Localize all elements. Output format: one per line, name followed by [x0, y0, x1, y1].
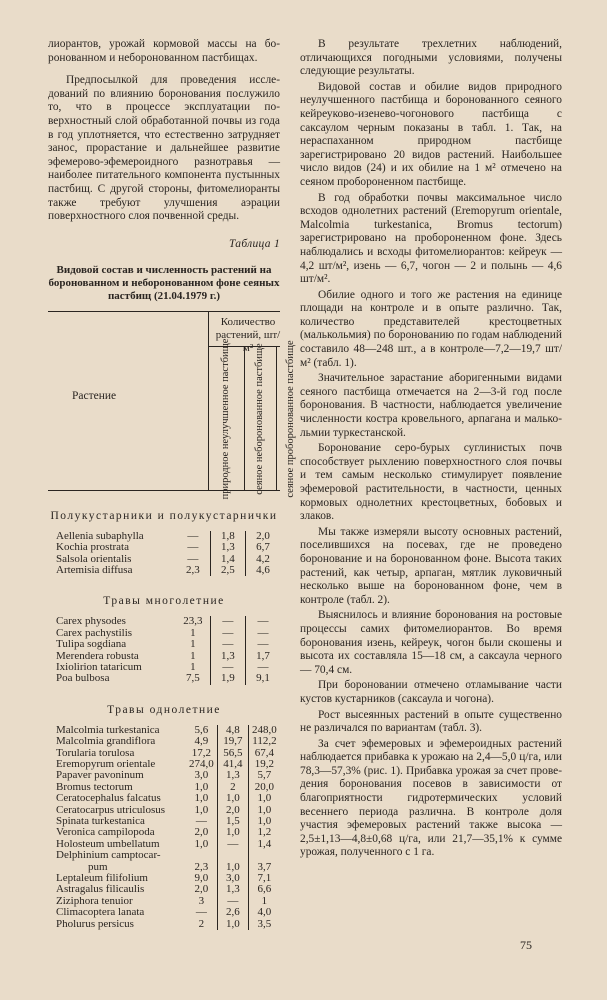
cell-c1: 2 — [198, 917, 205, 930]
plant-name: Torularia torulosa — [56, 746, 135, 759]
page-number: 75 — [520, 938, 532, 952]
right-paragraph-10: Рост высеянных растений в опыте существенно не различался по вариантам (табл. 3). — [300, 708, 562, 735]
plant-name: Kochia prostrata — [56, 541, 129, 554]
cell-c1: — — [195, 815, 207, 828]
plant-name: Tulipa sogdiana — [56, 638, 127, 651]
cell-c1: 2,0 — [194, 883, 209, 896]
cell-c1: 2,0 — [194, 826, 209, 839]
right-paragraph-6: Боронование серо-бурых суглинистых почв способствует рыхлению поверхностного слоя почвы и тем самым несколько стимулирует появление эфемеровой растительности, в частности, ценных кормовых однолетних крестоцветных, бобовых и злаков. — [300, 442, 562, 523]
cell-c1: 1,0 — [194, 803, 209, 816]
cell-c3: 1 — [248, 896, 280, 907]
cell-c2: 19,7 — [217, 736, 248, 747]
header-divider — [244, 346, 245, 490]
cell-c1: — — [187, 529, 199, 542]
plant-name: Ceratocarpus utriculosus — [56, 803, 166, 816]
plant-name: Eremopyrum orientale — [56, 758, 156, 770]
plant-name: Carex physodes — [56, 615, 126, 628]
cell-c1: — — [187, 541, 199, 554]
cell-c1: 23,3 — [183, 615, 203, 628]
right-paragraph-11: За счет эфемеровых и эфемероидных растений наблюдается прибавка к урожаю на 2,4—5,0 ц/га, или 78,3—57,3% (рис. 1). Прибавка урожая за счет проведения боронования посевов в зависимости от благоприятности гидротермических условий весеннего периода различна. В контроле доля участия эфемеровых растений также высока — 2,5±1,13—4,8±0,68 ц/га, или 21,7—35,1% к сумме урожая, полученного с 1 га. — [300, 737, 562, 859]
cell-c3: 3,5 — [248, 919, 280, 930]
cell-c2: 1,3 — [210, 542, 245, 553]
cell-c2: 41,4 — [217, 759, 248, 770]
cell-c2: 2,6 — [217, 907, 248, 918]
table-section-rows — [48, 725, 280, 930]
cell-c2: 1,0 — [217, 862, 248, 873]
cell-c3: 1,0 — [248, 805, 280, 816]
cell-c2: — — [210, 662, 245, 673]
table-row — [48, 850, 280, 861]
right-paragraph-8: Выяснилось и влияние боронования на ростовые процессы самих фитомелиорантов. Во время боронования изень, кейреук, чогон были скошены и высота их составляла 15—18 см, а саксаула черного — 70,4 см. — [300, 609, 562, 676]
cell-c1: 4,9 — [194, 735, 209, 748]
column-header-plant: Растение — [72, 389, 117, 402]
cell-c1: 3,0 — [194, 769, 209, 782]
cell-c3: — — [245, 639, 280, 650]
cell-c3: 112,2 — [248, 736, 280, 747]
cell-c2: 1,4 — [210, 554, 245, 565]
right-paragraph-1: В результате трехлетних наблюдений, отличающихся погодными условиями, получены следующие результаты. — [300, 38, 562, 78]
cell-c2: — — [217, 839, 248, 850]
cell-c3: — — [245, 628, 280, 639]
cell-c1: 1,0 — [194, 837, 209, 850]
column-header-natural: природное неулучшенное пастбище — [220, 338, 231, 500]
cell-c1: — — [195, 906, 207, 919]
cell-c3: — — [245, 662, 280, 673]
cell-c1: 3 — [198, 894, 205, 907]
cell-c2: 1,8 — [210, 531, 245, 542]
cell-c2: 3,0 — [217, 873, 248, 884]
cell-c3: 6,7 — [245, 542, 280, 553]
plant-name: Ixiolirion tataricum — [56, 660, 142, 673]
cell-c3: 2,0 — [245, 531, 280, 542]
cell-c2: 1,0 — [217, 827, 248, 838]
right-paragraph-7: Мы также измеряли высоту основных растений, поселившихся на посевах, где не проведено боронование и на боронованном фоне. Высота таких растений, как четыр, арпаган, мятлик луковичный несколько выше на боронованном фоне, чем в контроле (табл. 2). — [300, 525, 562, 606]
right-paragraph-4: Обилие одного и того же растения на единице площади на контроле и в опыте различно. Так, количество представителей крестоцветных (малькольмия) по боронованию по годам наблюдений составило 48—248 шт., а в контроле—7,2—19,7 шт/м² (табл. 1). — [300, 288, 562, 369]
table-body — [48, 509, 280, 930]
cell-c2: 1,3 — [210, 651, 245, 662]
cell-c3: 5,7 — [248, 770, 280, 781]
plant-name: Ziziphora tenuior — [56, 894, 133, 907]
plant-name: Holosteum umbellatum — [56, 837, 160, 850]
cell-c3: 4,6 — [245, 565, 280, 576]
plant-name: Delphinium camptocar- — [56, 849, 161, 862]
table-caption: Видовой состав и численность растений на боронованном и неборонованном фоне сеяных пастбищ (21.04.1979 г.) — [48, 263, 280, 302]
header-divider — [208, 312, 209, 490]
cell-c3: 1,0 — [248, 793, 280, 804]
cell-c2: — — [210, 639, 245, 650]
cell-c3: 1,2 — [248, 827, 280, 838]
cell-c3 — [248, 850, 280, 861]
cell-c1: 1 — [190, 660, 196, 673]
table-row — [48, 736, 280, 747]
cell-c1: 1,0 — [194, 780, 209, 793]
plant-name: Veronica campilopoda — [56, 826, 155, 839]
plant-name: Salsola orientalis — [56, 552, 132, 565]
cell-c2 — [217, 850, 248, 861]
table-section-rows — [48, 616, 280, 684]
cell-c2: 1,3 — [217, 770, 248, 781]
plant-name: Carex pachystilis — [56, 626, 133, 639]
table-section-title: Полукустарники и полукустарнички — [50, 509, 278, 522]
plant-name: Aellenia subaphylla — [56, 529, 144, 542]
cell-c1: 5,6 — [194, 723, 209, 736]
plant-name: Bromus tectorum — [56, 780, 133, 793]
right-column — [300, 38, 562, 862]
cell-c3: 4,0 — [248, 907, 280, 918]
table-row — [48, 639, 280, 650]
cell-c2: 1,5 — [217, 816, 248, 827]
cell-c1: — — [187, 552, 199, 565]
cell-c1: 1 — [190, 626, 196, 639]
cell-c2: 4,8 — [217, 725, 248, 736]
plant-name: Papaver pavoninum — [56, 769, 144, 782]
cell-c2: 1,0 — [217, 793, 248, 804]
plant-name: Spinata turkestanica — [56, 815, 145, 828]
cell-c1: 7,5 — [185, 672, 200, 685]
plant-name: Malcolmia turkestanica — [56, 723, 160, 736]
left-paragraph-1: лиорантов, урожай кормовой массы на боронованном и неборонованном пастбищах. — [48, 38, 280, 64]
table-row — [48, 565, 280, 576]
cell-c2: — — [210, 616, 245, 627]
plant-name: pum — [88, 860, 108, 873]
table-section-rows — [48, 531, 280, 577]
cell-c3: 19,2 — [248, 759, 280, 770]
plant-name: Leptaleum filifolium — [56, 872, 148, 885]
plant-name: Pholurus persicus — [56, 917, 134, 930]
cell-c1: 9,0 — [194, 872, 209, 885]
cell-c3: 1,4 — [248, 839, 280, 850]
cell-c3: — — [245, 616, 280, 627]
cell-c3: 67,4 — [248, 748, 280, 759]
cell-c3: 20,0 — [248, 782, 280, 793]
table-row — [48, 919, 280, 930]
cell-c2: 1,0 — [217, 919, 248, 930]
table-header — [48, 311, 296, 500]
column-header-unharrowed: сеяное неборонованное пастбище — [254, 343, 265, 495]
table-section-title: Травы однолетние — [107, 703, 221, 716]
cell-c3: 9,1 — [245, 673, 280, 684]
cell-c2: 56,5 — [217, 748, 248, 759]
right-paragraph-5: Значительное зарастание аборигенными видами сеяного пастбища отмечается на 2—3-й год после боронования. В частности, наблюдается увеличение численности костра кровельного, арпагана и малькольмии туркестанской. — [300, 372, 562, 439]
plant-name: Artemisia diffusa — [56, 563, 133, 576]
cell-c1: 2,3 — [194, 860, 209, 873]
column-header-quantity: Количество растений, шт/м² — [215, 315, 281, 354]
cell-c1: 1 — [190, 649, 196, 662]
cell-c2: 2 — [217, 782, 248, 793]
right-paragraph-9: При бороновании отмечено отламывание части кустов кустарников (саксаула и чогона). — [300, 679, 562, 705]
cell-c2: — — [210, 628, 245, 639]
plant-name: Ceratocephalus falcatus — [56, 792, 161, 805]
cell-c1: 274,0 — [189, 758, 214, 770]
cell-c3: 3,7 — [248, 862, 280, 873]
cell-c3: 4,2 — [245, 554, 280, 565]
right-paragraph-3: В год обработки почвы максимальное число всходов однолетних растений (Eremopyrum orientale, Malcolmia turkestanica, Bromus tectorum) зарегистрировано на пробороненном фоне. Здесь наблюдались и всходы фитомелиорантов: кейреук — 4,2 шт/м², изень — 6,7, чогон — 2 и полынь — 4,6 шт/м². — [300, 191, 562, 286]
table-row — [48, 907, 280, 918]
header-divider — [276, 346, 277, 490]
cell-c3: 7,1 — [248, 873, 280, 884]
cell-c2: 2,0 — [217, 805, 248, 816]
table-row — [48, 793, 280, 804]
table-row — [48, 542, 280, 553]
cell-c1: 2,3 — [185, 563, 200, 576]
column-header-harrowed: сеяное проборонованное пастбище — [285, 340, 296, 498]
right-paragraph-2: Видовой состав и обилие видов природного неулучшенного пастбища и боронованного сеяного кейреуково-изенево-чогонового пастбища с саксаулом черным показаны в табл. 1. Так, на нераспаханном природном пастбище зарегистрировано 20 видов растений. Наибольшее число видов (24) и их обилие на 1 м² отмечено на сеяном пробороненном пастбище. — [300, 80, 562, 188]
table-section-title: Травы многолетние — [103, 595, 225, 608]
cell-c1: 17,2 — [191, 746, 212, 759]
table-label: Таблица 1 — [229, 237, 280, 250]
cell-c3: 248,0 — [248, 725, 280, 736]
table-row — [48, 673, 280, 684]
cell-c3: 6,6 — [248, 884, 280, 895]
plant-name: Climacoptera lanata — [56, 906, 145, 919]
cell-c2: — — [217, 896, 248, 907]
plant-name: Merendera robusta — [56, 649, 139, 662]
cell-c1 — [186, 850, 218, 861]
cell-c2: 1,3 — [217, 884, 248, 895]
cell-c3: 1,0 — [248, 816, 280, 827]
cell-c3: 1,7 — [245, 651, 280, 662]
cell-c1: 1 — [190, 638, 196, 651]
left-column — [48, 38, 296, 930]
plant-name: Malcolmia grandiflora — [56, 735, 156, 748]
plant-name: Poa bulbosa — [56, 672, 110, 685]
cell-c1: 1,0 — [194, 792, 209, 805]
cell-c2: 2,5 — [210, 565, 245, 576]
cell-c2: 1,9 — [210, 673, 245, 684]
left-paragraph-2: Предпосылкой для проведения исследований по влиянию боронования послужило то, что в процессе эксплуатации поверхностный слой обработанной почвы из года в год уплотняется, что естественно затрудняет занос, прорастание и дальнейшее развитие эфемерово-эфемероидного разнотравья — наиболее питательного компонента пустынных пастбищ. С другой стороны, фитомелиоранты также требуют улучшения аэрации поверхностного слоя почвенной среды. — [48, 74, 280, 223]
plant-name: Astragalus filicaulis — [56, 883, 145, 896]
